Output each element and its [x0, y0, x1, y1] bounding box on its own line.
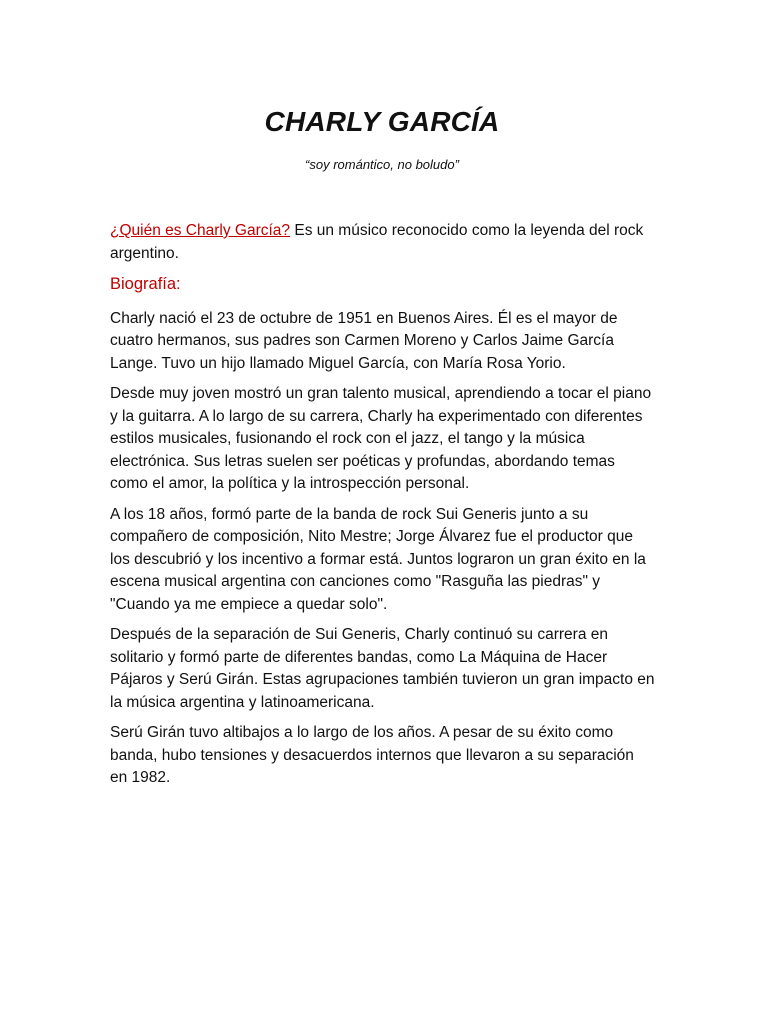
document-title: CHARLY GARCÍA: [264, 106, 500, 137]
bio-paragraph-4: Después de la separación de Sui Generis, Charly continuó su carrera en solitario y formó parte de diferentes bandas, como La Máquina de Hacer Pájaros y Serú Girán. Estas agrupaciones también tuvieron un gran impacto en la música argentina y latinoamericana.: [110, 626, 655, 711]
section-heading-biografia: Biografía:: [110, 275, 181, 293]
bio-paragraph-1: Charly nació el 23 de octubre de 1951 en Buenos Aires. Él es el mayor de cuatro hermanos, sus padres son Carmen Moreno y Carlos Jaime García Lange. Tuvo un hijo llamado Miguel García, con María Rosa Yorio.: [110, 309, 618, 372]
document-subtitle-quote: “soy romántico, no boludo”: [305, 157, 459, 172]
bio-paragraph-3: A los 18 años, formó parte de la banda de rock Sui Generis junto a su compañero de composición, Nito Mestre; Jorge Álvarez fue el productor que los descubrió y los incentivo a formar está. Juntos lograron un gran éxito en la escena musical argentina con canciones como "Rasguña las piedras" y "Cuando ya me empiece a quedar solo".: [110, 505, 646, 613]
intro-link[interactable]: ¿Quién es Charly García?: [110, 222, 291, 239]
document-body: [110, 220, 655, 798]
bio-paragraph-2: Desde muy joven mostró un gran talento musical, aprendiendo a tocar el piano y la guitarra. A lo largo de su carrera, Charly ha experimentado con diferentes estilos musicales, fusionando el rock con el jazz, el tango y la música electrónica. Sus letras suelen ser poéticas y profundas, abordando temas como el amor, la política y la introspección personal.: [110, 385, 652, 492]
intro-text: Es un músico reconocido como la leyenda del rock argentino.: [110, 222, 644, 262]
intro-paragraph: [110, 220, 655, 265]
bio-paragraph-5: Serú Girán tuvo altibajos a lo largo de los años. A pesar de su éxito como banda, hubo tensiones y desacuerdos internos que llevaron a su separación en 1982.: [110, 724, 634, 786]
